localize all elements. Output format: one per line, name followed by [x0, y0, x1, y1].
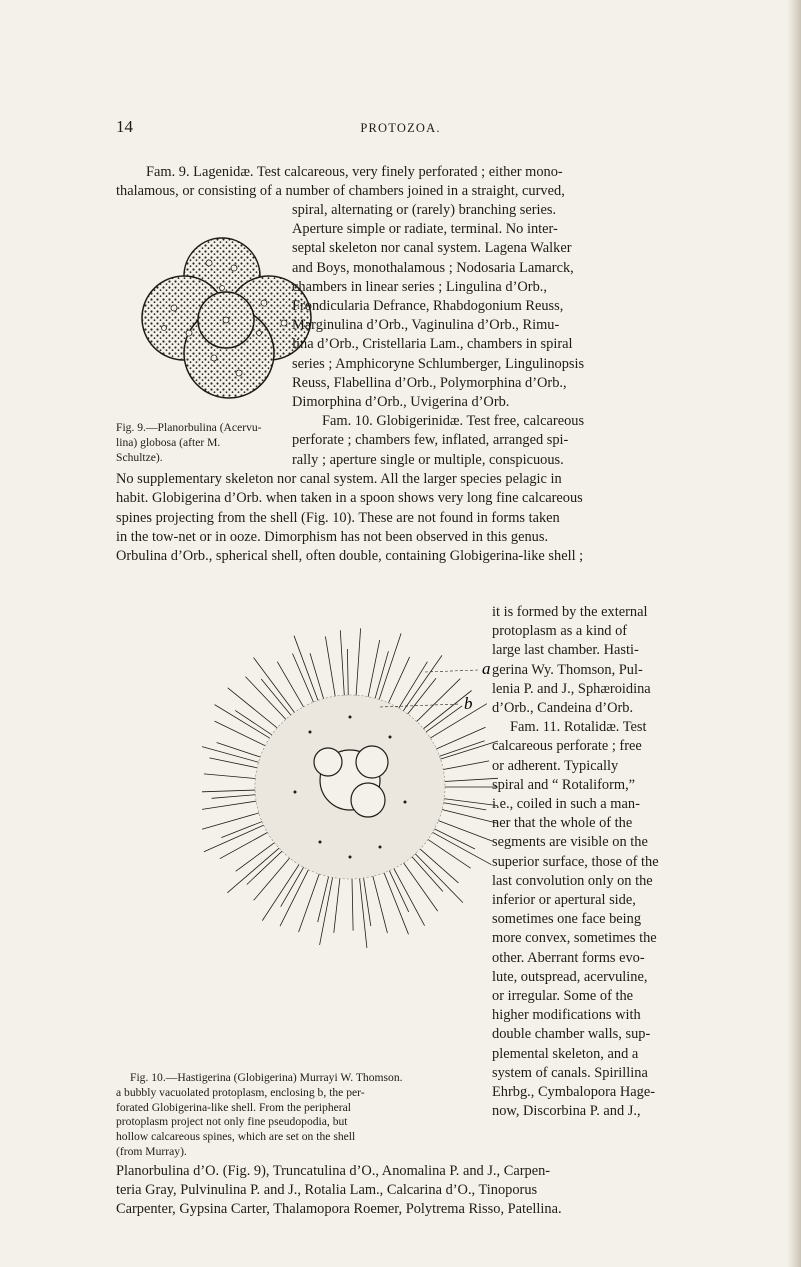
text-line: protoplasm as a kind of: [492, 623, 628, 640]
text-line: spines projecting from the shell (Fig. 10). These are not found in forms taken: [116, 509, 560, 526]
text-line: Dimorphina d’Orb., Uvigerina d’Orb.: [292, 394, 510, 411]
text-line: or irregular. Some of the: [492, 988, 634, 1005]
text-line: Fam. 10. Globigerinidæ. Test free, calcareous: [322, 413, 585, 430]
caption-line: (from Murray).: [116, 1144, 187, 1158]
text-line: higher modifications with: [492, 1007, 641, 1024]
text-line: spiral, alternating or (rarely) branching series.: [292, 202, 557, 218]
paragraph-lagenidae-continued: [292, 201, 688, 451]
text-line: d’Orb., Candeina d’Orb.: [492, 700, 634, 717]
text-line: Frondicularia Defrance, Rhabdogonium Reuss,: [292, 298, 564, 315]
text-line: perforate ; chambers few, inflated, arranged spi-: [292, 432, 569, 449]
text-line: sometimes one face being: [492, 911, 642, 928]
caption-line: Fig. 9.—Planorbulina (Acervu-: [116, 421, 262, 434]
text-line: segments are visible on the: [492, 834, 648, 851]
text-line: it is formed by the external: [492, 604, 648, 620]
figure-10-caption: [116, 1071, 486, 1160]
text-line: Fam. 11. Rotalidæ. Test: [510, 719, 647, 736]
text-line: calcareous perforate ; free: [492, 738, 642, 755]
text-line: Marginulina d’Orb., Vaginulina d’Orb., Rimu-: [292, 317, 560, 334]
text-line: large last chamber. Hasti-: [492, 642, 639, 659]
paragraph-lagenidae-intro: [116, 163, 688, 201]
text-line: other. Aberrant forms evo-: [492, 949, 645, 966]
text-line: more convex, sometimes the: [492, 930, 657, 947]
text-line: lute, outspread, acervuline,: [492, 968, 648, 985]
text-line: septal skeleton nor canal system. Lagena Walker: [292, 240, 572, 257]
caption-line: forated Globigerina-like shell. From the peripheral: [116, 1100, 352, 1114]
text-line: now, Discorbina P. and J.,: [492, 1103, 641, 1120]
text-line: Orbulina d’Orb., spherical shell, often double, containing Globigerina-like shell ;: [116, 548, 584, 565]
text-line: inferior or apertural side,: [492, 892, 636, 909]
figure-10-hastigerina-drawing: [200, 612, 500, 962]
fig10-label-a: a: [482, 659, 491, 678]
text-line: Aperture simple or radiate, terminal. No inter-: [292, 221, 558, 238]
caption-line: Fig. 10.—Hastigerina (Globigerina) Murrayi W. Thomson.: [130, 1071, 403, 1084]
text-line: spiral and “ Rotaliform,”: [492, 776, 636, 793]
fig10-leader-a: [425, 670, 478, 672]
text-line: in the tow-net or in ooze. Dimorphism has not been observed in this genus.: [116, 528, 549, 545]
text-line: Ehrbg., Cymbalopora Hage-: [492, 1084, 656, 1101]
text-line: Planorbulina d’O. (Fig. 9), Truncatulina d’O., Anomalina P. and J., Carpen-: [116, 1163, 551, 1179]
fig10-label-b: b: [464, 694, 473, 713]
paragraph-rotalidae-genera: [116, 1162, 688, 1220]
text-line: or adherent. Typically: [492, 757, 619, 774]
paragraph-rotalidae: [492, 603, 688, 1121]
page-number: 14: [116, 117, 133, 136]
text-line: ner that the whole of the: [492, 815, 633, 832]
text-line: No supplementary skeleton nor canal system. All the larger species pelagic in: [116, 471, 562, 488]
text-line: Carpenter, Gypsina Carter, Thalamopora Roemer, Polytrema Risso, Patellina.: [116, 1201, 562, 1218]
text-line: lenia P. and J., Sphæroidina: [492, 680, 651, 697]
caption-line: protoplasm project not only fine pseudopodia, but: [116, 1115, 348, 1129]
paragraph-globigerinidae: [116, 451, 688, 566]
text-line: system of canals. Spirillina: [492, 1064, 648, 1081]
text-line: habit. Globigerina d’Orb. when taken in a spoon shows very long fine calcareous: [116, 490, 583, 507]
text-line: superior surface, those of the: [492, 853, 659, 870]
page-edge-shadow: [787, 0, 801, 1267]
text-line: series ; Amphicoryne Schlumberger, Lingulinopsis: [292, 355, 585, 372]
text-line: chambers in linear series ; Lingulina d’Orb.,: [292, 278, 547, 295]
text-line: double chamber walls, sup-: [492, 1026, 651, 1043]
text-line: Fam. 9. Lagenidæ. Test calcareous, very finely perforated ; either mono-: [146, 164, 563, 180]
caption-line: hollow calcareous spines, which are set on the shell: [116, 1130, 356, 1144]
text-line: teria Gray, Pulvinulina P. and J., Rotalia Lam., Calcarina d’O., Tinoporus: [116, 1182, 538, 1199]
text-line: lina d’Orb., Cristellaria Lam., chambers in spiral: [292, 336, 573, 353]
caption-line: lina) globosa (after M. Schultze).: [116, 435, 221, 464]
text-line: i.e., coiled in such a man-: [492, 796, 640, 813]
text-line: gerina Wy. Thomson, Pul-: [492, 661, 643, 678]
running-head: PROTOZOA.: [360, 121, 441, 135]
text-line: rally ; aperture single or multiple, conspicuous.: [292, 452, 564, 468]
text-line: plemental skeleton, and a: [492, 1045, 639, 1062]
text-line: and Boys, monothalamous ; Nodosaria Lamarck,: [292, 259, 574, 276]
caption-line: a bubbly vacuolated protoplasm, enclosing b, the per-: [116, 1085, 365, 1099]
text-line: Reuss, Flabellina d’Orb., Polymorphina d’Orb.,: [292, 374, 567, 391]
text-line: last convolution only on the: [492, 872, 653, 889]
text-line: thalamous, or consisting of a number of chambers joined in a straight, curved,: [116, 183, 565, 200]
